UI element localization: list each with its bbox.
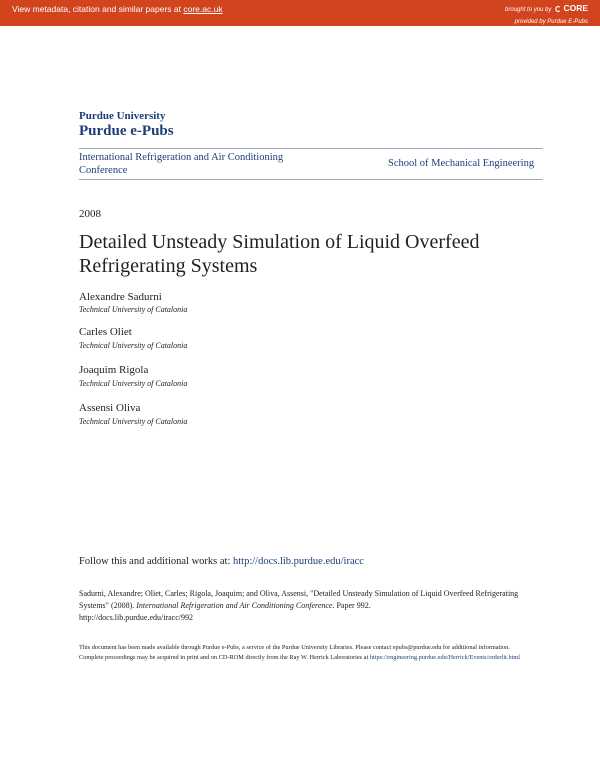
- notice-proceedings-text: Complete proceedings may be acquired in print and on CD-ROM directly from the Ray W. Herrick Laboratories at: [79, 654, 370, 661]
- core-site-link[interactable]: core.ac.uk: [183, 4, 223, 14]
- school-collection-link[interactable]: School of Mechanical Engineering: [388, 158, 535, 169]
- citation: [79, 588, 534, 624]
- university-name[interactable]: Purdue University: [79, 110, 166, 122]
- iracc-link[interactable]: http://docs.lib.purdue.edu/iracc: [233, 556, 364, 567]
- author-name: Alexandre Sadurni: [79, 291, 162, 303]
- citation-text: Sadurni, Alexandre; Oliet, Carles; Rigola, Joaquim; and Oliva, Assensi, "Detailed Unsteady Simulation of Liquid Overfeed Refrigerating Systems" (2008).: [79, 589, 519, 610]
- brought-by-text: brought to you by: [505, 7, 552, 13]
- conference-collection-link[interactable]: International Refrigeration and Air Conditioning Conference: [79, 152, 284, 176]
- availability-notice: [79, 643, 534, 663]
- core-logo[interactable]: [555, 3, 588, 13]
- bottom-divider: [79, 179, 543, 180]
- author-name: Assensi Oliva: [79, 402, 141, 414]
- notice-line: This document has been made available through Purdue e-Pubs, a service of the Purdue University Libraries. Please contact epubs@purdue.edu for additional information.: [79, 644, 510, 651]
- top-divider: [79, 148, 543, 149]
- core-banner: [0, 0, 600, 26]
- publication-year: 2008: [79, 208, 101, 220]
- repository-name[interactable]: Purdue e-Pubs: [79, 123, 174, 139]
- herrick-link[interactable]: https://engineering.purdue.edu/Herrick/Events/orderlit.html: [369, 654, 521, 661]
- author-affiliation: Technical University of Catalonia: [79, 379, 188, 388]
- follow-text: Follow this and additional works at:: [79, 556, 233, 567]
- citation-venue: International Refrigeration and Air Conditioning Conference.: [136, 601, 335, 610]
- author-affiliation: Technical University of Catalonia: [79, 417, 188, 426]
- citation-url[interactable]: http://docs.lib.purdue.edu/iracc/992: [79, 613, 193, 622]
- author-name: Joaquim Rigola: [79, 364, 149, 376]
- author-affiliation: Technical University of Catalonia: [79, 305, 188, 314]
- follow-works-line: [79, 556, 364, 567]
- author-affiliation: Technical University of Catalonia: [79, 341, 188, 350]
- view-metadata-link[interactable]: [12, 4, 223, 14]
- core-logo-text: CORE: [563, 3, 588, 13]
- citation-paper-number: Paper 992.: [334, 601, 371, 610]
- core-logo-icon: [555, 6, 561, 12]
- core-attribution: [505, 3, 588, 25]
- view-metadata-text: View metadata, citation and similar papers at: [12, 4, 184, 14]
- paper-title: Detailed Unsteady Simulation of Liquid Overfeed Refrigerating Systems: [79, 231, 480, 277]
- author-name: Carles Oliet: [79, 326, 132, 338]
- provided-by-text: provided by Purdue E-Pubs: [514, 19, 588, 25]
